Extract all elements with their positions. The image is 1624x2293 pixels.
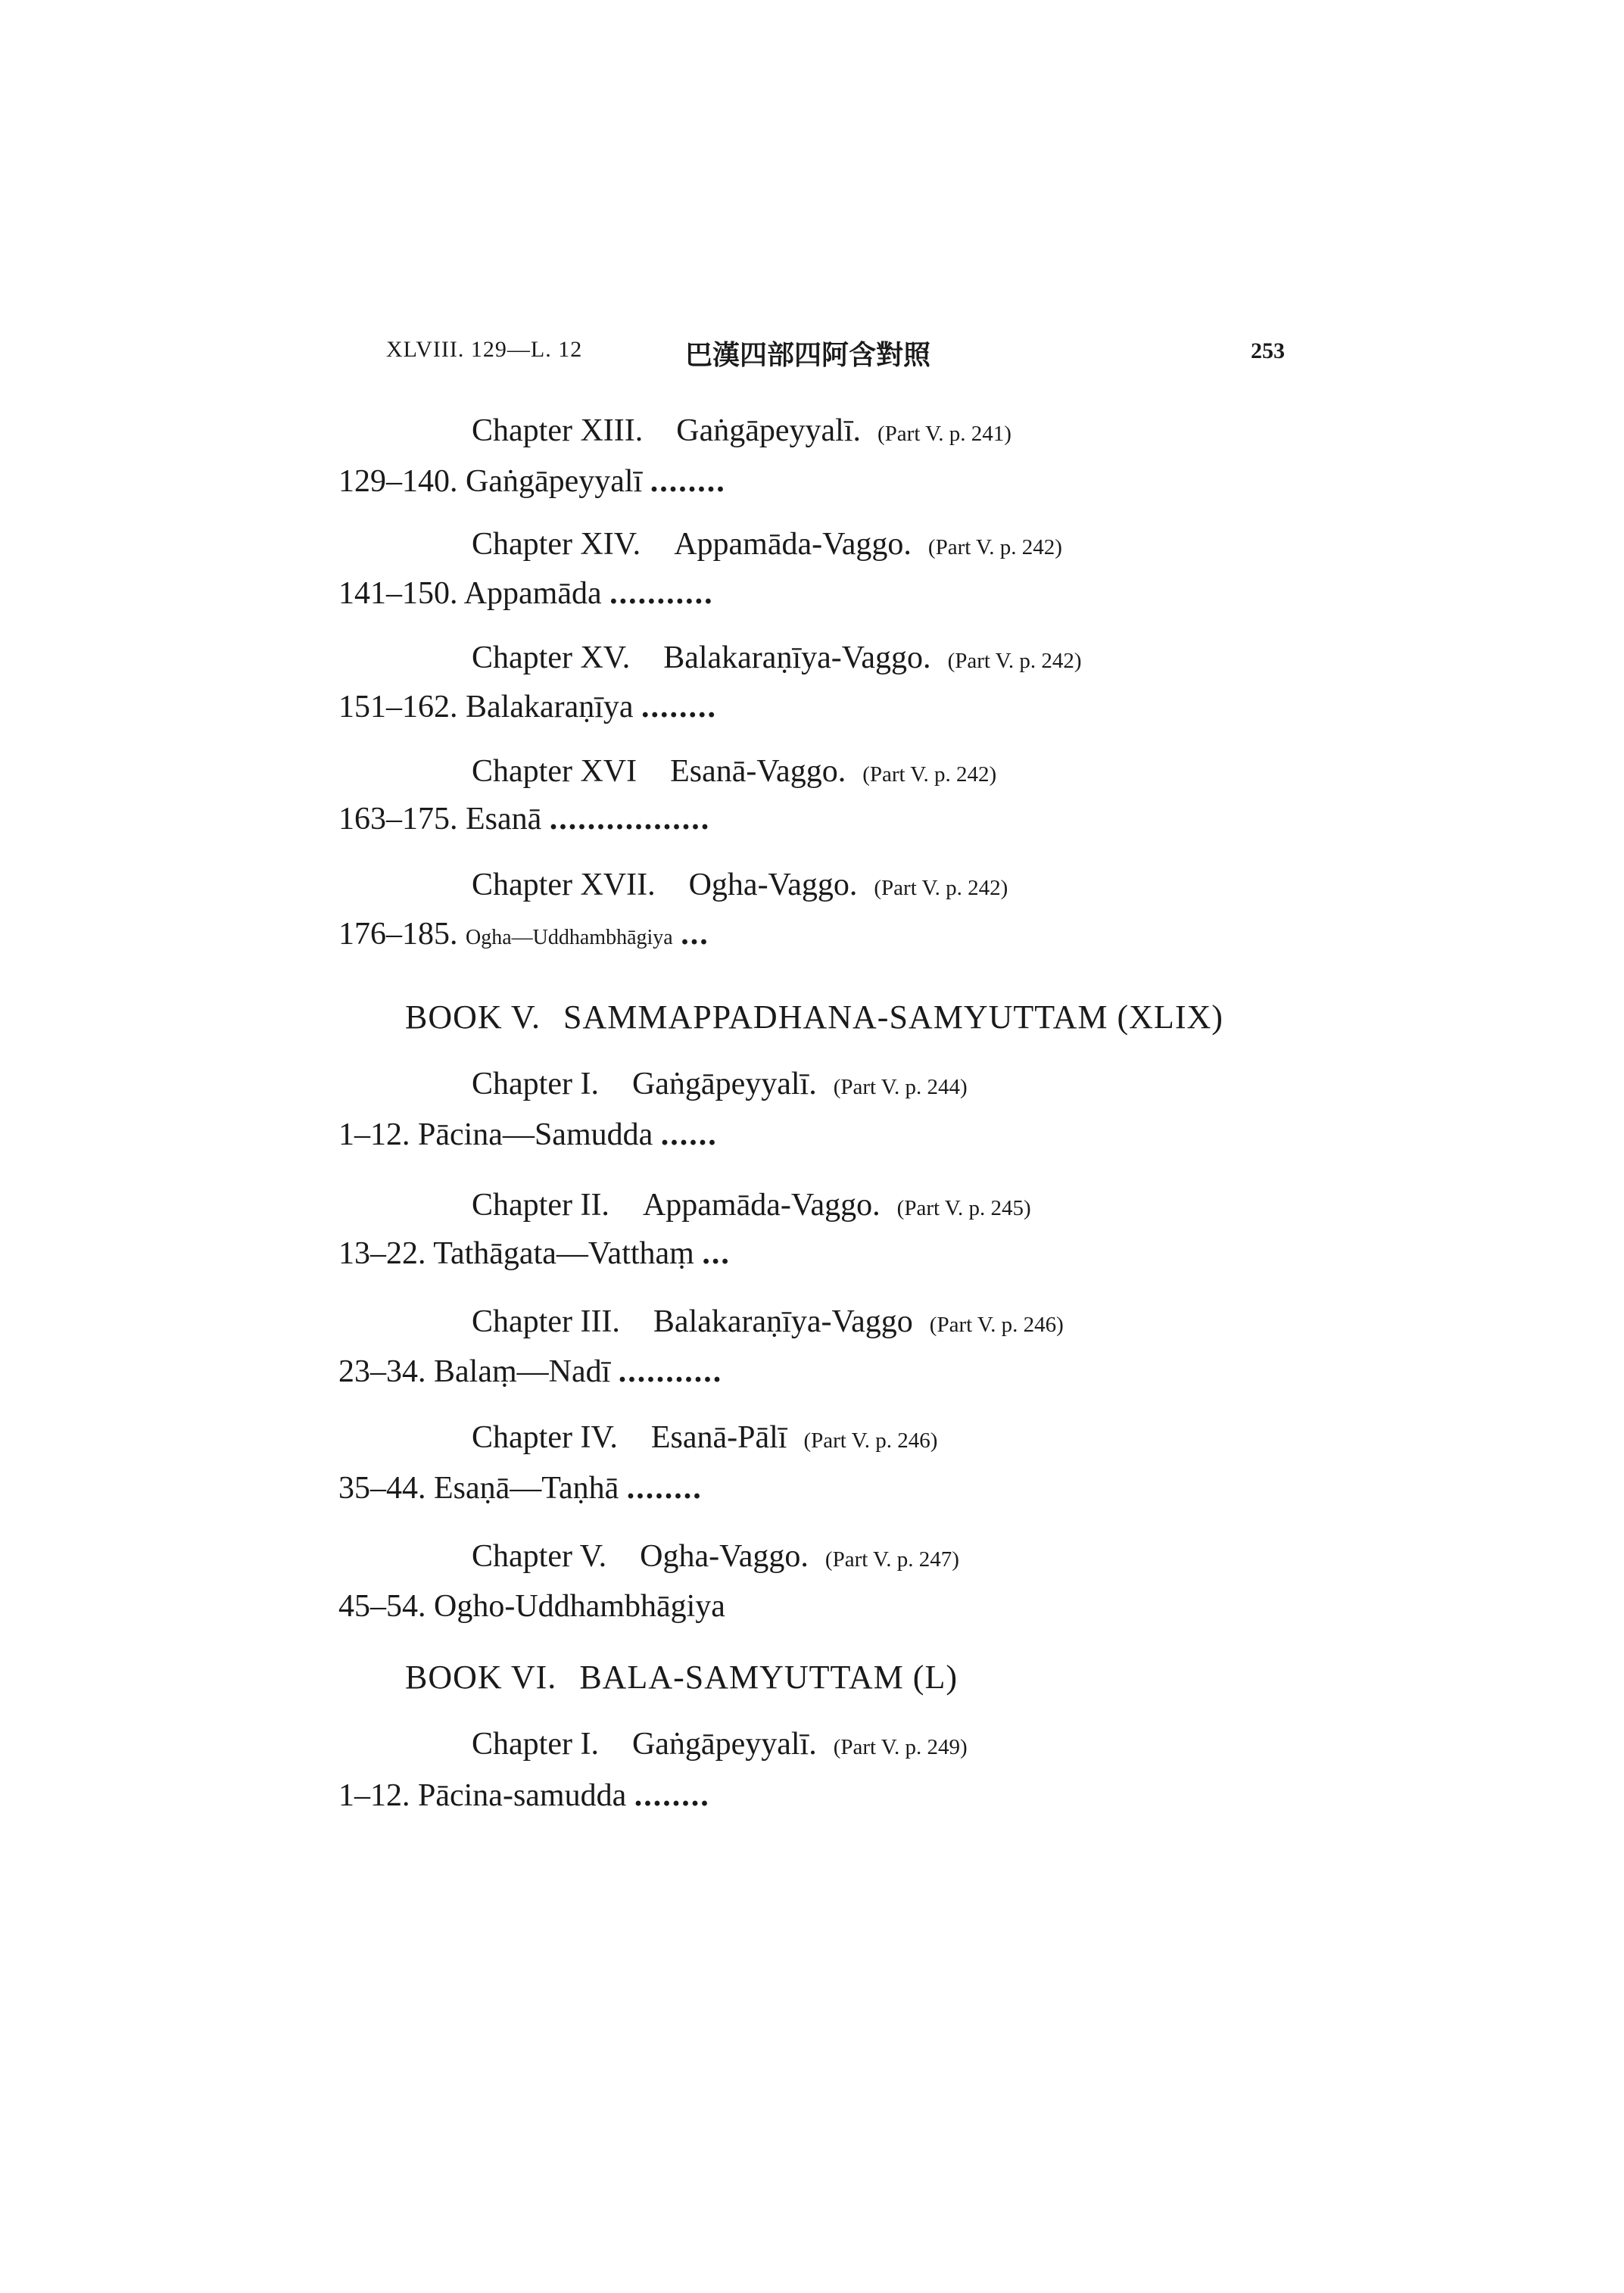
sutta-entry: [338, 1588, 725, 1625]
entry-title: Ogho-Uddhambhāgiya: [434, 1589, 725, 1624]
chapter-reference: (Part V. p. 247): [824, 1547, 959, 1572]
chapter-reference: (Part V. p. 246): [803, 1428, 938, 1453]
entry-number: 129–140.: [338, 464, 458, 499]
entry-title: Appamāda: [463, 576, 602, 611]
chapter-title: Balakaraṇīya-Vaggo.: [663, 640, 931, 675]
entry-title: Balaṃ—Nadī: [434, 1354, 611, 1389]
chapter-heading: [472, 1419, 937, 1456]
chapter-label: Chapter XV.: [472, 640, 631, 675]
chapter-heading: [472, 753, 996, 790]
chapter-heading: [472, 526, 1062, 562]
chapter-title: Gaṅgāpeyyalī.: [631, 1067, 817, 1101]
sutta-entry: [338, 1354, 722, 1390]
header-section-range: XLVIII. 129—L. 12: [386, 337, 583, 362]
sutta-entry: [338, 916, 709, 952]
sutta-entry: [338, 1235, 731, 1272]
chapter-reference: (Part V. p. 246): [929, 1313, 1064, 1337]
chapter-label: Chapter V.: [472, 1539, 607, 1574]
chapter-label: Chapter III.: [472, 1304, 620, 1339]
chapter-heading: [472, 1726, 968, 1762]
chapter-reference: (Part V. p. 241): [877, 422, 1011, 446]
chapter-heading: [472, 867, 1008, 903]
entry-title: Esanā: [466, 802, 542, 837]
book-title: SAMMAPPADHANA-SAMYUTTAM (XLIX): [563, 999, 1223, 1036]
chapter-title: Ogha-Vaggo.: [640, 1539, 809, 1574]
chapter-title: Gaṅgāpeyyalī.: [631, 1727, 817, 1762]
chapter-reference: (Part V. p. 249): [833, 1735, 968, 1759]
book-title: BALA-SAMYUTTAM (L): [579, 1659, 958, 1696]
chapter-label: Chapter XIII.: [472, 413, 644, 448]
entry-leader-dots: ...........: [618, 1354, 723, 1389]
entry-leader-dots: ........: [634, 1778, 710, 1813]
chapter-title: Appamāda-Vaggo.: [674, 527, 912, 562]
chapter-label: Chapter II.: [472, 1188, 609, 1223]
header-title-chinese: 巴漢四部四阿含對照: [685, 340, 931, 371]
chapter-reference: (Part V. p. 242): [947, 649, 1082, 673]
entry-title: Gaṅgāpeyyalī: [466, 464, 643, 499]
chapter-heading: [472, 1538, 959, 1575]
entry-number: 176–185.: [338, 917, 458, 952]
sutta-entry: [338, 689, 717, 725]
book-heading: [405, 1658, 958, 1696]
chapter-reference: (Part V. p. 244): [833, 1075, 968, 1099]
entry-number: 141–150.: [338, 576, 458, 611]
entry-number: 35–44.: [338, 1471, 426, 1506]
entry-title: Pācina—Samudda: [418, 1117, 653, 1152]
chapter-label: Chapter I.: [472, 1067, 599, 1101]
book-label: BOOK V.: [405, 999, 541, 1036]
chapter-label: Chapter XIV.: [472, 527, 641, 562]
book-heading: [405, 998, 1223, 1036]
chapter-title: Esanā-Vaggo.: [670, 754, 846, 789]
chapter-label: Chapter XVII.: [472, 868, 656, 902]
entry-number: 151–162.: [338, 690, 458, 724]
entry-title: Balakaraṇīya: [466, 690, 634, 724]
running-header: [0, 337, 1624, 382]
chapter-label: Chapter IV.: [472, 1420, 618, 1455]
entry-leader-dots: ...: [681, 917, 709, 952]
sutta-entry: [338, 1470, 703, 1506]
book-label: BOOK VI.: [405, 1659, 557, 1696]
entry-leader-dots: ...: [702, 1236, 731, 1271]
entry-leader-dots: ........: [641, 690, 718, 724]
chapter-title: Esanā-Pālī: [650, 1420, 787, 1455]
entry-leader-dots: ........: [626, 1471, 703, 1506]
page-number: 253: [1251, 338, 1285, 363]
entry-leader-dots: ......: [660, 1117, 718, 1152]
chapter-heading: [472, 1066, 968, 1102]
chapter-heading: [472, 1187, 1031, 1223]
sutta-entry: [338, 575, 714, 612]
entry-number: 45–54.: [338, 1589, 426, 1624]
entry-number: 1–12.: [338, 1778, 410, 1813]
entry-title: Tathāgata—Vatthaṃ: [433, 1236, 694, 1271]
chapter-reference: (Part V. p. 242): [927, 535, 1062, 559]
chapter-heading: [472, 1304, 1064, 1340]
entry-leader-dots: ...........: [609, 576, 714, 611]
entry-number: 163–175.: [338, 802, 458, 837]
entry-title: Pācina-samudda: [418, 1778, 627, 1813]
chapter-title: Appamāda-Vaggo.: [642, 1188, 881, 1223]
sutta-entry: [338, 801, 710, 837]
chapter-title: Ogha-Vaggo.: [688, 868, 858, 902]
entry-number: 13–22.: [338, 1236, 426, 1271]
chapter-title: Gaṅgāpeyyalī.: [676, 413, 861, 448]
chapter-heading: [472, 640, 1082, 676]
sutta-entry: [338, 1117, 718, 1153]
chapter-reference: (Part V. p. 242): [862, 762, 997, 787]
sutta-entry: [338, 1777, 710, 1814]
entry-title: Ogha—Uddhambhāgiya: [466, 926, 673, 949]
entry-number: 1–12.: [338, 1117, 410, 1152]
entry-leader-dots: ........: [650, 464, 726, 499]
sutta-entry: [338, 463, 726, 500]
chapter-title: Balakaraṇīya-Vaggo: [653, 1304, 913, 1339]
chapter-reference: (Part V. p. 245): [896, 1196, 1031, 1220]
entry-number: 23–34.: [338, 1354, 426, 1389]
entry-title: Esaṇā—Taṇhā: [434, 1471, 619, 1506]
chapter-label: Chapter I.: [472, 1727, 599, 1762]
chapter-label: Chapter XVI: [472, 754, 637, 789]
entry-leader-dots: .................: [549, 802, 711, 837]
chapter-reference: (Part V. p. 242): [874, 876, 1008, 900]
chapter-heading: [472, 413, 1011, 449]
